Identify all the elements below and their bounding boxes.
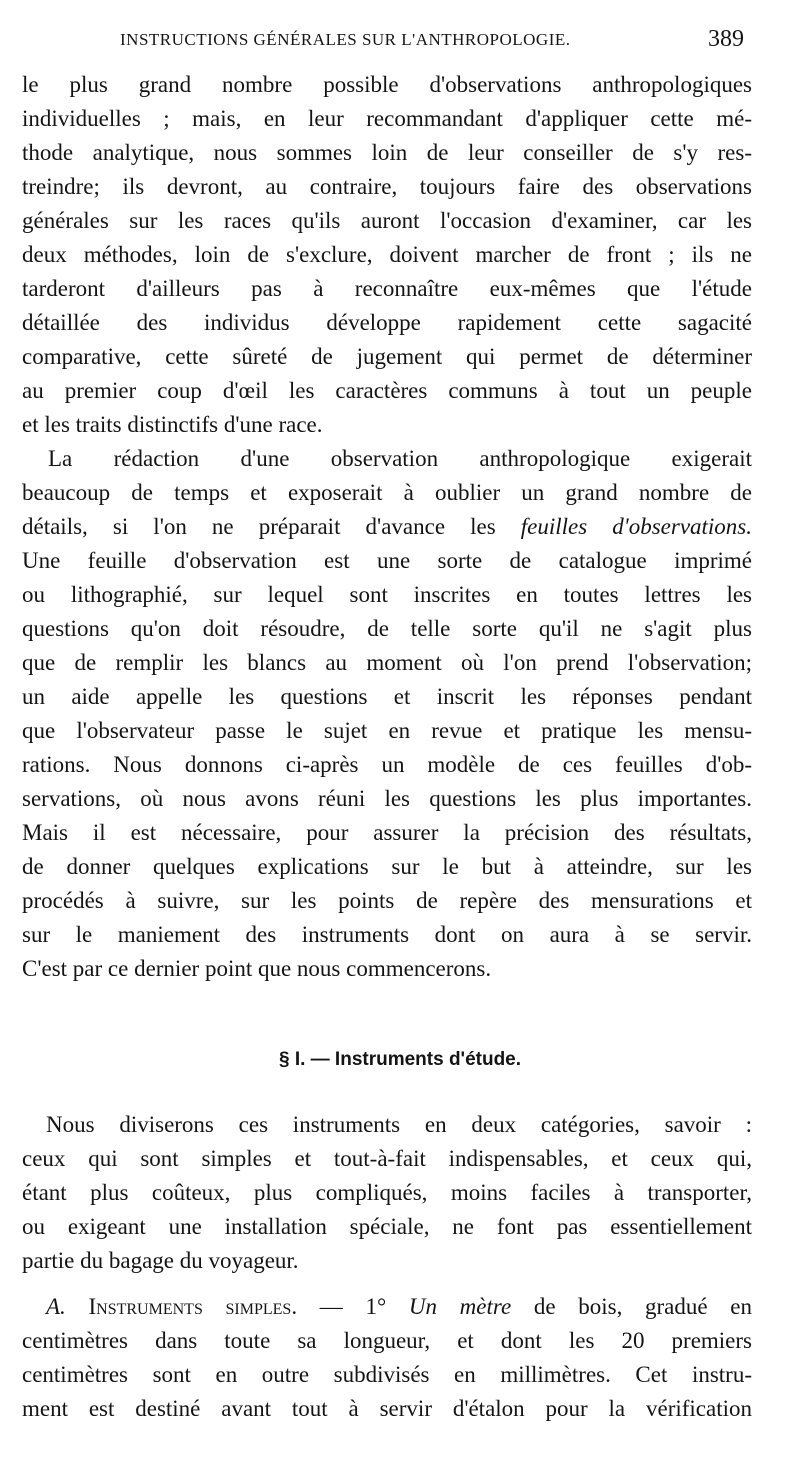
text-run: détails, si l'on ne préparait d'avance les [22, 514, 521, 539]
text-line [46, 1290, 752, 1324]
text-line: centimètres sont en outre subdivisés en millimètres. Cet instru- [22, 1362, 752, 1387]
subsection-title: Instruments simples. [88, 1294, 298, 1319]
text-line: Mais il est nécessaire, pour assurer la précision des résultats, [22, 820, 752, 845]
text-line: Une feuille d'observation est une sorte de catalogue imprimé [22, 548, 752, 573]
text-line: détaillée des individus développe rapidement cette sagacité [22, 310, 752, 335]
text-line: et les traits distinctifs d'une race. [22, 412, 323, 437]
text-line: individuelles ; mais, en leur recommandant d'appliquer cette mé- [22, 106, 752, 131]
text-line: questions qu'on doit résoudre, de telle sorte qu'il ne s'agit plus [22, 616, 752, 641]
text-line [22, 510, 752, 544]
text-line: beaucoup de temps et exposerait à oublier un grand nombre de [22, 480, 752, 505]
text-line: C'est par ce dernier point que nous commencerons. [22, 956, 492, 981]
text-line: ou lithographié, sur lequel sont inscrites en toutes lettres les [22, 582, 752, 607]
text-line: thode analytique, nous sommes loin de leur conseiller de s'y res- [22, 140, 752, 165]
text-line: que l'observateur passe le sujet en revue et pratique les mensu- [22, 718, 752, 743]
text-run: — 1° [297, 1294, 409, 1319]
text-line: ou exigeant une installation spéciale, ne font pas essentiellement [22, 1214, 752, 1239]
text-line: deux méthodes, loin de s'exclure, doivent marcher de front ; ils ne [22, 242, 752, 267]
text-line: sur le maniement des instruments dont on aura à se servir. [22, 922, 752, 947]
section-letter: A. [46, 1294, 66, 1319]
section-heading: § I. — Instruments d'étude. [278, 1049, 522, 1070]
running-head [0, 26, 800, 60]
text-line: servations, où nous avons réuni les questions les plus importantes. [22, 786, 752, 811]
text-line: centimètres dans toute sa longueur, et dont les 20 premiers [22, 1328, 752, 1353]
text-line: La rédaction d'une observation anthropologique exigerait [48, 446, 752, 471]
running-title: INSTRUCTIONS GÉNÉRALES SUR L'ANTHROPOLOGIE. [120, 30, 571, 49]
italic-term: feuilles d'observations. [520, 514, 753, 539]
text-line: générales sur les races qu'ils auront l'occasion d'examiner, car les [22, 208, 752, 233]
text-line: ment est destiné avant tout à servir d'étalon pour la vérification [22, 1396, 752, 1421]
text-line: étant plus coûteux, plus compliqués, moins faciles à transporter, [22, 1180, 752, 1205]
text-line: tarderont d'ailleurs pas à reconnaître eux-mêmes que l'étude [22, 276, 752, 301]
text-line: ceux qui sont simples et tout-à-fait indispensables, et ceux qui, [22, 1146, 752, 1171]
text-line: le plus grand nombre possible d'observations anthropologiques [22, 72, 752, 97]
text-run: de bois, gradué en [511, 1294, 752, 1319]
text-line: au premier coup d'œil les caractères communs à tout un peuple [22, 378, 752, 403]
italic-term: Un mètre [408, 1294, 512, 1319]
text-line: que de remplir les blancs au moment où l'on prend l'observation; [22, 650, 752, 675]
text-line: comparative, cette sûreté de jugement qui permet de déterminer [22, 344, 752, 369]
text-line: partie du bagage du voyageur. [22, 1248, 299, 1273]
text-line: un aide appelle les questions et inscrit les réponses pendant [22, 684, 752, 709]
text-line: rations. Nous donnons ci-après un modèle de ces feuilles d'ob- [22, 752, 752, 777]
text-line: de donner quelques explications sur le but à atteindre, sur les [22, 854, 752, 879]
text-line: procédés à suivre, sur les points de repère des mensurations et [22, 888, 752, 913]
text-line: treindre; ils devront, au contraire, toujours faire des observations [22, 174, 752, 199]
page-number: 389 [708, 26, 744, 52]
text-line: Nous diviserons ces instruments en deux catégories, savoir : [46, 1112, 752, 1137]
